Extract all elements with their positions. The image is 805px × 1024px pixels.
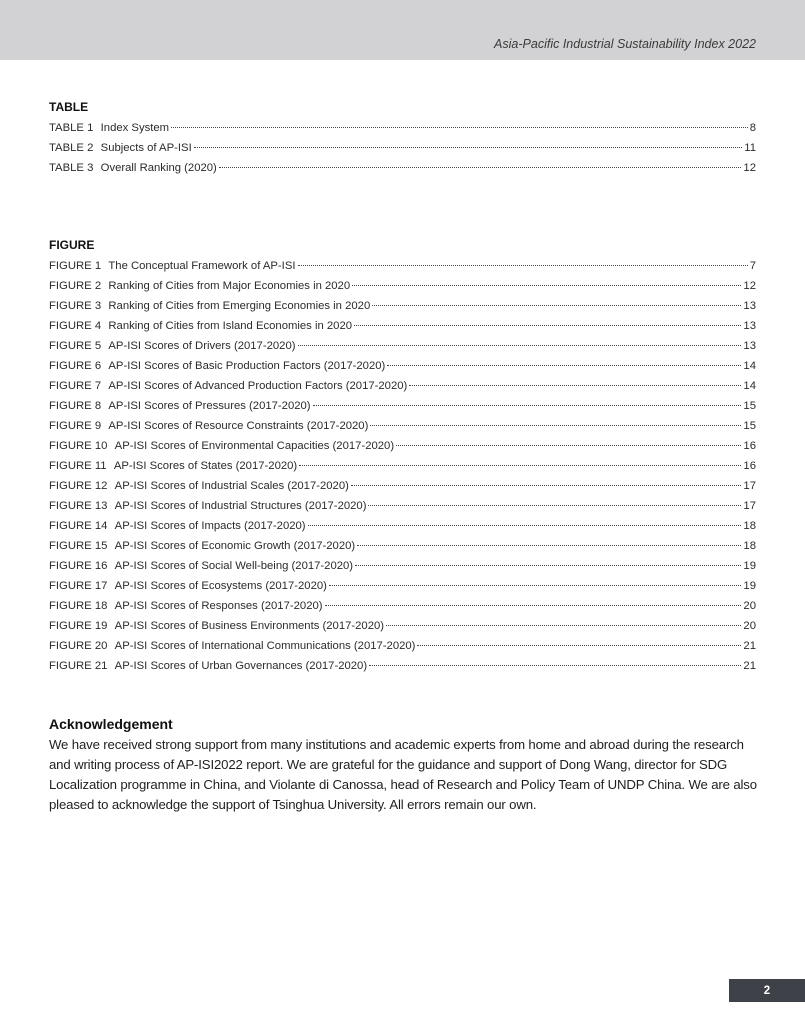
figure-entry-page: 19 bbox=[743, 580, 756, 592]
dot-leader bbox=[329, 573, 742, 586]
figure-entry-title: AP-ISI Scores of Impacts (2017-2020) bbox=[114, 520, 306, 532]
dot-leader bbox=[370, 413, 741, 426]
figure-entry-page: 13 bbox=[743, 340, 756, 352]
figure-entry-title: AP-ISI Scores of Environmental Capacities (2017-2020) bbox=[114, 440, 395, 452]
figure-entry-label: FIGURE 8 bbox=[49, 400, 102, 412]
figure-entry-page: 18 bbox=[743, 540, 756, 552]
figure-entry-page: 13 bbox=[743, 320, 756, 332]
dot-leader bbox=[325, 593, 742, 606]
table-entry-page: 11 bbox=[744, 142, 756, 154]
figure-entry-page: 17 bbox=[743, 480, 756, 492]
table-entry-page: 8 bbox=[749, 122, 756, 134]
figure-entry-title: Ranking of Cities from Major Economies in 2020 bbox=[108, 280, 351, 292]
figure-entry-title: AP-ISI Scores of Business Environments (2017-2020) bbox=[114, 620, 385, 632]
header-band bbox=[0, 0, 805, 60]
dot-leader bbox=[386, 613, 741, 626]
table-entry-label: TABLE 2 bbox=[49, 142, 94, 154]
figure-entry-page: 17 bbox=[743, 500, 756, 512]
page-number bbox=[729, 979, 805, 1002]
dot-leader bbox=[352, 273, 741, 286]
figure-entry-label: FIGURE 18 bbox=[49, 600, 108, 612]
dot-leader bbox=[396, 433, 741, 446]
figure-entry-title: Ranking of Cities from Island Economies in 2020 bbox=[108, 320, 353, 332]
dot-leader bbox=[355, 553, 741, 566]
dot-leader bbox=[308, 513, 742, 526]
figure-entry-page: 18 bbox=[743, 520, 756, 532]
dot-leader bbox=[387, 353, 741, 366]
figure-entry-label: FIGURE 2 bbox=[49, 280, 102, 292]
dot-leader bbox=[298, 333, 742, 346]
figure-entry-label: FIGURE 10 bbox=[49, 440, 108, 452]
table-entry-title: Index System bbox=[100, 122, 170, 134]
figure-entry-title: AP-ISI Scores of Basic Production Factors (2017-2020) bbox=[108, 360, 386, 372]
table-entry-title: Subjects of AP-ISI bbox=[100, 142, 192, 154]
table-entry-label: TABLE 1 bbox=[49, 122, 94, 134]
figure-entry-label: FIGURE 1 bbox=[49, 260, 102, 272]
figure-entry-page: 15 bbox=[743, 400, 756, 412]
figure-entry-title: AP-ISI Scores of Drivers (2017-2020) bbox=[108, 340, 296, 352]
figure-entry-label: FIGURE 7 bbox=[49, 380, 102, 392]
figures-section-heading: FIGURE bbox=[49, 238, 95, 252]
tables-section-heading: TABLE bbox=[49, 100, 89, 114]
dot-leader bbox=[194, 135, 743, 148]
dot-leader bbox=[417, 633, 741, 646]
figure-entry-page: 21 bbox=[743, 640, 756, 652]
figure-entry-title: AP-ISI Scores of Industrial Scales (2017-2020) bbox=[114, 480, 349, 492]
figure-entry-page: 21 bbox=[743, 660, 756, 672]
acknowledgement-heading: Acknowledgement bbox=[49, 716, 173, 732]
page-number-text: 2 bbox=[763, 984, 771, 997]
figure-entry-page: 19 bbox=[743, 560, 756, 572]
table-entry-page: 12 bbox=[743, 162, 756, 174]
acknowledgement-body: We have received strong support from many institutions and academic experts from home and abroad during the research and writing process of AP-ISI2022 report. We are grateful for the guidance and support of Dong Wang, director for SDG Localization programme in China, and Violante di Canossa, head of Research and Policy Team of UNDP China. We are also pleased to acknowledge the support of Tsinghua University. All errors remain our own. bbox=[49, 737, 757, 812]
figure-entry-title: AP-ISI Scores of Economic Growth (2017-2020) bbox=[114, 540, 356, 552]
table-entry-label: TABLE 3 bbox=[49, 162, 94, 174]
figures-list bbox=[49, 256, 756, 676]
figure-entry-page: 12 bbox=[743, 280, 756, 292]
figure-entry-title: AP-ISI Scores of Ecosystems (2017-2020) bbox=[114, 580, 327, 592]
dot-leader bbox=[409, 373, 741, 386]
dot-leader bbox=[354, 313, 741, 326]
dot-leader bbox=[372, 293, 741, 306]
figure-entry-label: FIGURE 9 bbox=[49, 420, 102, 432]
figure-entry-label: FIGURE 12 bbox=[49, 480, 108, 492]
figure-entry-label: FIGURE 16 bbox=[49, 560, 108, 572]
acknowledgement-section bbox=[49, 716, 759, 815]
figure-entry[interactable] bbox=[49, 656, 756, 676]
figure-entry-title: AP-ISI Scores of Advanced Production Factors (2017-2020) bbox=[108, 380, 408, 392]
dot-leader bbox=[357, 533, 741, 546]
figure-entry-label: FIGURE 20 bbox=[49, 640, 108, 652]
figure-entry-title: AP-ISI Scores of Resource Constraints (2017-2020) bbox=[108, 420, 369, 432]
figure-entry-label: FIGURE 21 bbox=[49, 660, 108, 672]
dot-leader bbox=[313, 393, 742, 406]
figure-entry-label: FIGURE 13 bbox=[49, 500, 108, 512]
figure-entry-page: 20 bbox=[743, 600, 756, 612]
dot-leader bbox=[369, 653, 741, 666]
figure-entry-title: AP-ISI Scores of Responses (2017-2020) bbox=[114, 600, 323, 612]
figure-entry-label: FIGURE 6 bbox=[49, 360, 102, 372]
figure-entry-page: 16 bbox=[743, 440, 756, 452]
figure-entry-page: 14 bbox=[743, 360, 756, 372]
figure-entry-title: AP-ISI Scores of Social Well-being (2017-2020) bbox=[114, 560, 354, 572]
dot-leader bbox=[351, 473, 742, 486]
dot-leader bbox=[219, 155, 742, 168]
figure-entry-page: 20 bbox=[743, 620, 756, 632]
figure-entry-page: 13 bbox=[743, 300, 756, 312]
figure-entry-title: AP-ISI Scores of Pressures (2017-2020) bbox=[108, 400, 311, 412]
figure-entry-title: AP-ISI Scores of Industrial Structures (2017-2020) bbox=[114, 500, 367, 512]
figure-entry-label: FIGURE 14 bbox=[49, 520, 108, 532]
figure-entry-label: FIGURE 5 bbox=[49, 340, 102, 352]
figure-entry-label: FIGURE 19 bbox=[49, 620, 108, 632]
table-entry-title: Overall Ranking (2020) bbox=[100, 162, 217, 174]
figure-entry-title: Ranking of Cities from Emerging Economies in 2020 bbox=[108, 300, 371, 312]
figure-entry-label: FIGURE 15 bbox=[49, 540, 108, 552]
figure-entry-page: 7 bbox=[749, 260, 756, 272]
figure-entry-title: AP-ISI Scores of International Communications (2017-2020) bbox=[114, 640, 416, 652]
figure-entry-label: FIGURE 17 bbox=[49, 580, 108, 592]
figure-entry-page: 14 bbox=[743, 380, 756, 392]
figure-entry-label: FIGURE 11 bbox=[49, 460, 107, 472]
figure-entry-title: The Conceptual Framework of AP-ISI bbox=[108, 260, 296, 272]
dot-leader bbox=[299, 453, 741, 466]
table-entry[interactable] bbox=[49, 158, 756, 178]
figure-entry-page: 15 bbox=[743, 420, 756, 432]
dot-leader bbox=[298, 253, 748, 266]
figure-entry-label: FIGURE 3 bbox=[49, 300, 102, 312]
figure-entry-title: AP-ISI Scores of Urban Governances (2017-2020) bbox=[114, 660, 368, 672]
dot-leader bbox=[171, 115, 748, 128]
figure-entry-label: FIGURE 4 bbox=[49, 320, 102, 332]
figure-entry-page: 16 bbox=[743, 460, 756, 472]
running-header-title: Asia-Pacific Industrial Sustainability Index 2022 bbox=[494, 37, 756, 51]
figure-entry-title: AP-ISI Scores of States (2017-2020) bbox=[113, 460, 298, 472]
dot-leader bbox=[368, 493, 741, 506]
tables-list bbox=[49, 118, 756, 178]
